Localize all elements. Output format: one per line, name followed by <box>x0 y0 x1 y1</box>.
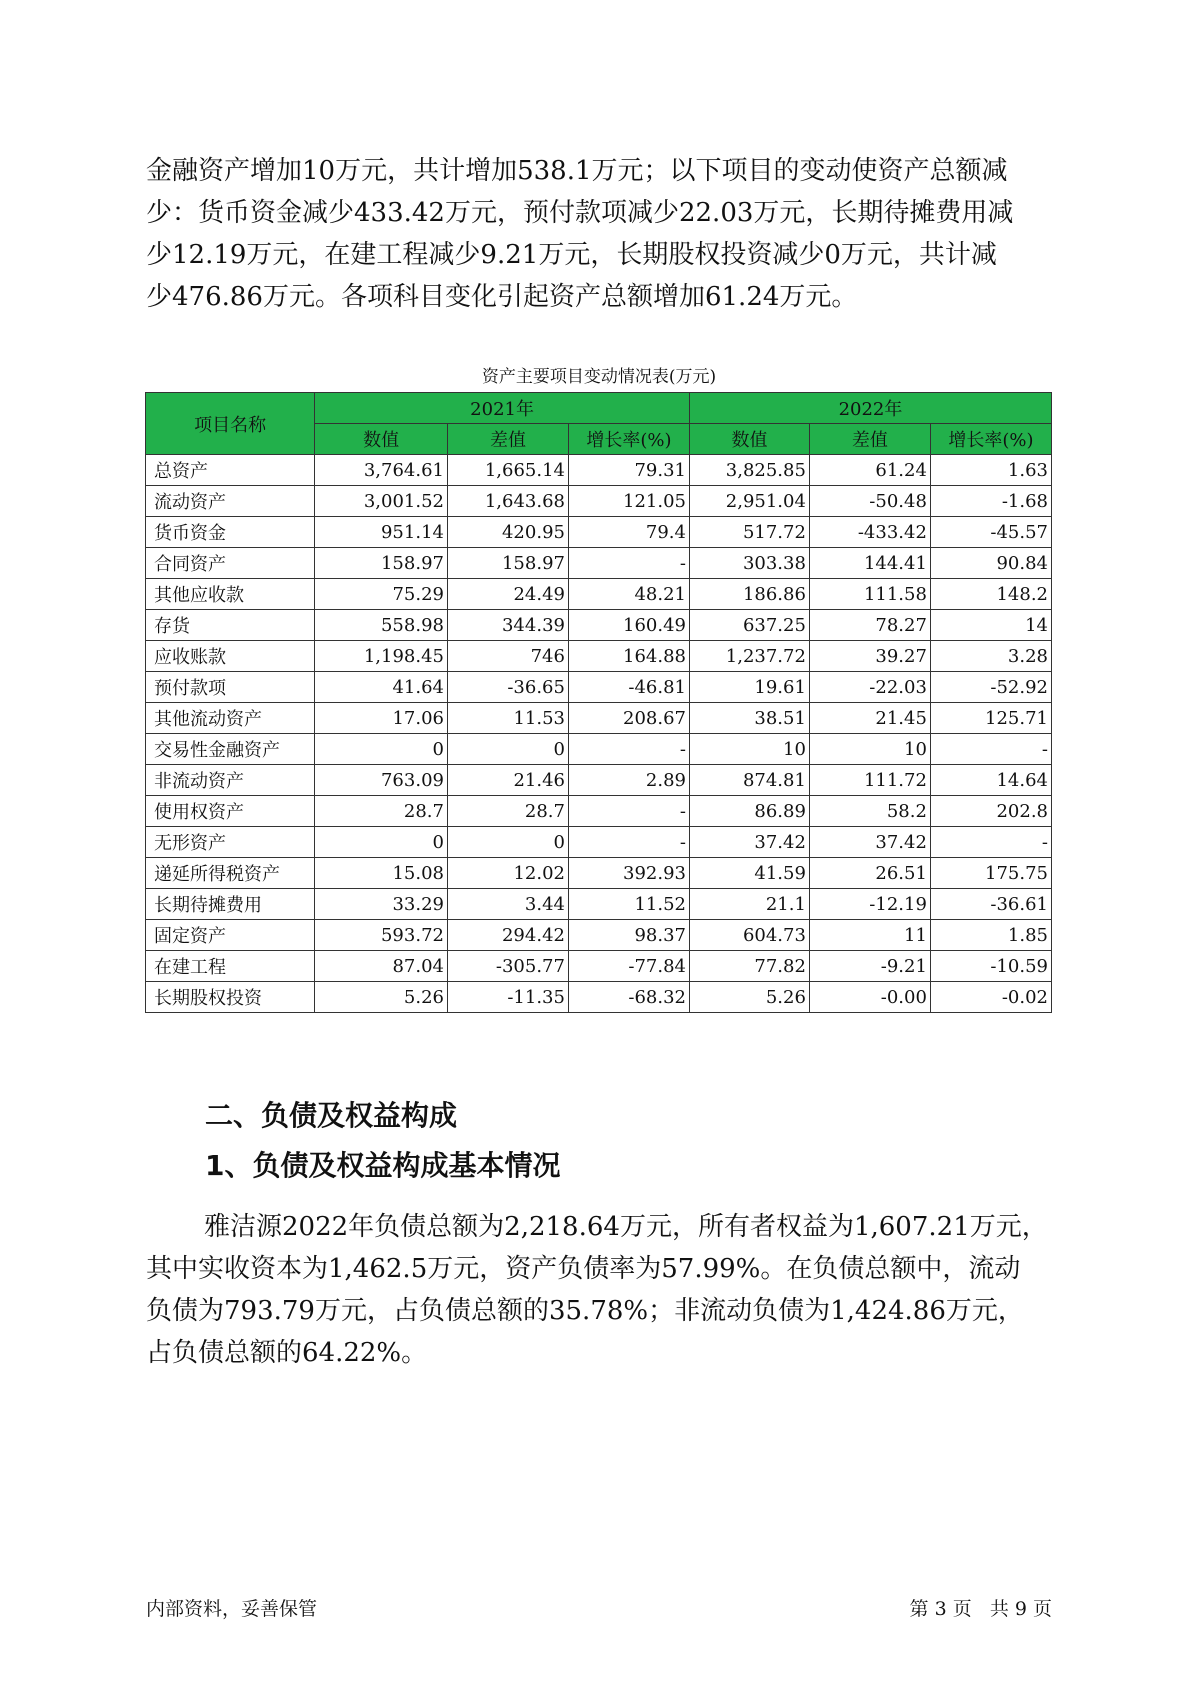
year-header-2022: 2022年 <box>689 393 1051 424</box>
row-value-cell: 344.39 <box>447 610 568 641</box>
row-value-cell: 3,001.52 <box>315 486 448 517</box>
table-row <box>146 765 1052 796</box>
subsection-heading: 1、负债及权益构成基本情况 <box>205 1149 561 1182</box>
row-value-cell: -77.84 <box>568 951 689 982</box>
row-value-cell: 39.27 <box>809 641 930 672</box>
row-value-cell: 11.52 <box>568 889 689 920</box>
row-value-cell: 637.25 <box>689 610 809 641</box>
paragraph-line: 少476.86万元。各项科目变化引起资产总额增加61.24万元。 <box>146 282 858 312</box>
row-value-cell: 558.98 <box>315 610 448 641</box>
row-value-cell: 10 <box>689 734 809 765</box>
row-value-cell: 37.42 <box>689 827 809 858</box>
row-value-cell: 593.72 <box>315 920 448 951</box>
table-row <box>146 734 1052 765</box>
row-value-cell: 164.88 <box>568 641 689 672</box>
row-value-cell: 58.2 <box>809 796 930 827</box>
row-item-name: 长期待摊费用 <box>146 889 315 920</box>
table-row <box>146 920 1052 951</box>
row-item-name: 非流动资产 <box>146 765 315 796</box>
table-row <box>146 455 1052 486</box>
row-value-cell: 90.84 <box>930 548 1051 579</box>
row-value-cell: -22.03 <box>809 672 930 703</box>
row-value-cell: -1.68 <box>930 486 1051 517</box>
row-value-cell: 5.26 <box>689 982 809 1013</box>
row-item-name: 应收账款 <box>146 641 315 672</box>
row-value-cell: -433.42 <box>809 517 930 548</box>
row-item-name: 固定资产 <box>146 920 315 951</box>
row-value-cell: 12.02 <box>447 858 568 889</box>
row-value-cell: 10 <box>809 734 930 765</box>
row-value-cell: 746 <box>447 641 568 672</box>
row-value-cell: 15.08 <box>315 858 448 889</box>
row-value-cell: 11 <box>809 920 930 951</box>
subheader-growth: 增长率(%) <box>568 424 689 455</box>
table-row <box>146 641 1052 672</box>
table-row <box>146 796 1052 827</box>
row-value-cell: 77.82 <box>689 951 809 982</box>
paragraph-line: 雅洁源2022年负债总额为2,218.64万元，所有者权益为1,607.21万元， <box>204 1212 1048 1242</box>
row-value-cell: 158.97 <box>447 548 568 579</box>
row-value-cell: -9.21 <box>809 951 930 982</box>
table-row <box>146 610 1052 641</box>
row-value-cell: 19.61 <box>689 672 809 703</box>
row-value-cell: 517.72 <box>689 517 809 548</box>
row-item-name: 无形资产 <box>146 827 315 858</box>
row-value-cell: 208.67 <box>568 703 689 734</box>
row-item-name: 使用权资产 <box>146 796 315 827</box>
row-value-cell: 17.06 <box>315 703 448 734</box>
row-value-cell: 21.46 <box>447 765 568 796</box>
row-value-cell: 21.45 <box>809 703 930 734</box>
row-value-cell: -36.65 <box>447 672 568 703</box>
row-value-cell: 1.85 <box>930 920 1051 951</box>
table-row <box>146 517 1052 548</box>
row-value-cell: 14 <box>930 610 1051 641</box>
row-value-cell: 61.24 <box>809 455 930 486</box>
table-row <box>146 858 1052 889</box>
row-value-cell: 2.89 <box>568 765 689 796</box>
row-value-cell: 294.42 <box>447 920 568 951</box>
table-row <box>146 548 1052 579</box>
row-value-cell: 2,951.04 <box>689 486 809 517</box>
row-value-cell: - <box>930 734 1051 765</box>
row-value-cell: - <box>568 827 689 858</box>
row-item-name: 递延所得税资产 <box>146 858 315 889</box>
row-value-cell: 28.7 <box>447 796 568 827</box>
row-value-cell: 5.26 <box>315 982 448 1013</box>
table-row <box>146 951 1052 982</box>
row-value-cell: 202.8 <box>930 796 1051 827</box>
row-value-cell: -305.77 <box>447 951 568 982</box>
row-value-cell: 604.73 <box>689 920 809 951</box>
row-value-cell: 303.38 <box>689 548 809 579</box>
row-item-name: 预付款项 <box>146 672 315 703</box>
row-value-cell: - <box>930 827 1051 858</box>
row-item-name: 在建工程 <box>146 951 315 982</box>
paragraph-line: 其中实收资本为1,462.5万元，资产负债率为57.99%。在负债总额中，流动 <box>146 1254 1021 1284</box>
table-caption: 资产主要项目变动情况表(万元) <box>481 367 717 387</box>
row-value-cell: 186.86 <box>689 579 809 610</box>
row-value-cell: 158.97 <box>315 548 448 579</box>
row-value-cell: 1,237.72 <box>689 641 809 672</box>
row-value-cell: 41.64 <box>315 672 448 703</box>
row-value-cell: 3,764.61 <box>315 455 448 486</box>
row-value-cell: 1,643.68 <box>447 486 568 517</box>
row-value-cell: 148.2 <box>930 579 1051 610</box>
row-value-cell: 1.63 <box>930 455 1051 486</box>
row-value-cell: 28.7 <box>315 796 448 827</box>
row-value-cell: 86.89 <box>689 796 809 827</box>
row-value-cell: 0 <box>447 734 568 765</box>
table-row <box>146 703 1052 734</box>
row-value-cell: 3.44 <box>447 889 568 920</box>
row-value-cell: -36.61 <box>930 889 1051 920</box>
row-item-name: 合同资产 <box>146 548 315 579</box>
footer-confidential-note: 内部资料，妥善保管 <box>146 1598 318 1620</box>
row-value-cell: - <box>568 548 689 579</box>
row-item-name: 流动资产 <box>146 486 315 517</box>
table-row <box>146 486 1052 517</box>
row-value-cell: 78.27 <box>809 610 930 641</box>
row-value-cell: 1,198.45 <box>315 641 448 672</box>
row-item-name: 存货 <box>146 610 315 641</box>
row-value-cell: 79.4 <box>568 517 689 548</box>
row-value-cell: 75.29 <box>315 579 448 610</box>
row-value-cell: -0.00 <box>809 982 930 1013</box>
table-row <box>146 579 1052 610</box>
row-item-name: 其他应收款 <box>146 579 315 610</box>
row-value-cell: 420.95 <box>447 517 568 548</box>
row-value-cell: 37.42 <box>809 827 930 858</box>
item-name-header: 项目名称 <box>146 393 315 455</box>
paragraph-line: 占负债总额的64.22%。 <box>146 1338 428 1368</box>
row-value-cell: 41.59 <box>689 858 809 889</box>
row-value-cell: 11.53 <box>447 703 568 734</box>
row-value-cell: 125.71 <box>930 703 1051 734</box>
row-value-cell: 38.51 <box>689 703 809 734</box>
row-item-name: 长期股权投资 <box>146 982 315 1013</box>
row-value-cell: 24.49 <box>447 579 568 610</box>
row-item-name: 总资产 <box>146 455 315 486</box>
row-value-cell: -68.32 <box>568 982 689 1013</box>
row-value-cell: 763.09 <box>315 765 448 796</box>
section-heading: 二、负债及权益构成 <box>205 1099 458 1132</box>
year-header-2021: 2021年 <box>315 393 690 424</box>
row-value-cell: 111.58 <box>809 579 930 610</box>
row-value-cell: 160.49 <box>568 610 689 641</box>
row-value-cell: - <box>568 734 689 765</box>
footer-page-number: 第 3 页 共 9 页 <box>909 1598 1052 1620</box>
paragraph-asset-changes <box>146 150 1052 318</box>
row-value-cell: 0 <box>447 827 568 858</box>
row-value-cell: 0 <box>315 827 448 858</box>
paragraph-line: 少：货币资金减少433.42万元，预付款项减少22.03万元，长期待摊费用减 <box>146 198 1014 228</box>
table-row <box>146 982 1052 1013</box>
paragraph-liabilities <box>146 1206 1052 1374</box>
row-value-cell: 175.75 <box>930 858 1051 889</box>
row-value-cell: 3.28 <box>930 641 1051 672</box>
row-value-cell: 98.37 <box>568 920 689 951</box>
row-value-cell: 111.72 <box>809 765 930 796</box>
paragraph-line: 金融资产增加10万元，共计增加538.1万元；以下项目的变动使资产总额减 <box>146 156 1008 186</box>
row-value-cell: -12.19 <box>809 889 930 920</box>
row-item-name: 其他流动资产 <box>146 703 315 734</box>
row-value-cell: 48.21 <box>568 579 689 610</box>
row-value-cell: 874.81 <box>689 765 809 796</box>
row-value-cell: -0.02 <box>930 982 1051 1013</box>
table-row <box>146 827 1052 858</box>
subheader-diff: 差值 <box>447 424 568 455</box>
row-value-cell: -50.48 <box>809 486 930 517</box>
table-row <box>146 672 1052 703</box>
row-value-cell: 79.31 <box>568 455 689 486</box>
subheader-diff: 差值 <box>809 424 930 455</box>
row-item-name: 交易性金融资产 <box>146 734 315 765</box>
row-value-cell: 1,665.14 <box>447 455 568 486</box>
row-value-cell: -10.59 <box>930 951 1051 982</box>
row-value-cell: -45.57 <box>930 517 1051 548</box>
row-value-cell: 33.29 <box>315 889 448 920</box>
paragraph-line: 少12.19万元，在建工程减少9.21万元，长期股权投资减少0万元，共计减 <box>146 240 997 270</box>
table-row <box>146 889 1052 920</box>
subheader-value: 数值 <box>689 424 809 455</box>
table-body <box>146 455 1052 1013</box>
row-value-cell: 392.93 <box>568 858 689 889</box>
row-value-cell: 0 <box>315 734 448 765</box>
row-item-name: 货币资金 <box>146 517 315 548</box>
row-value-cell: - <box>568 796 689 827</box>
row-value-cell: 121.05 <box>568 486 689 517</box>
row-value-cell: 87.04 <box>315 951 448 982</box>
table-header <box>146 393 1052 455</box>
row-value-cell: -11.35 <box>447 982 568 1013</box>
row-value-cell: 951.14 <box>315 517 448 548</box>
subheader-growth: 增长率(%) <box>930 424 1051 455</box>
row-value-cell: -52.92 <box>930 672 1051 703</box>
row-value-cell: 3,825.85 <box>689 455 809 486</box>
paragraph-line: 负债为793.79万元，占负债总额的35.78%；非流动负债为1,424.86万元， <box>146 1296 1024 1326</box>
row-value-cell: -46.81 <box>568 672 689 703</box>
row-value-cell: 21.1 <box>689 889 809 920</box>
row-value-cell: 14.64 <box>930 765 1051 796</box>
row-value-cell: 144.41 <box>809 548 930 579</box>
asset-changes-table <box>145 392 1052 1013</box>
row-value-cell: 26.51 <box>809 858 930 889</box>
subheader-value: 数值 <box>315 424 448 455</box>
